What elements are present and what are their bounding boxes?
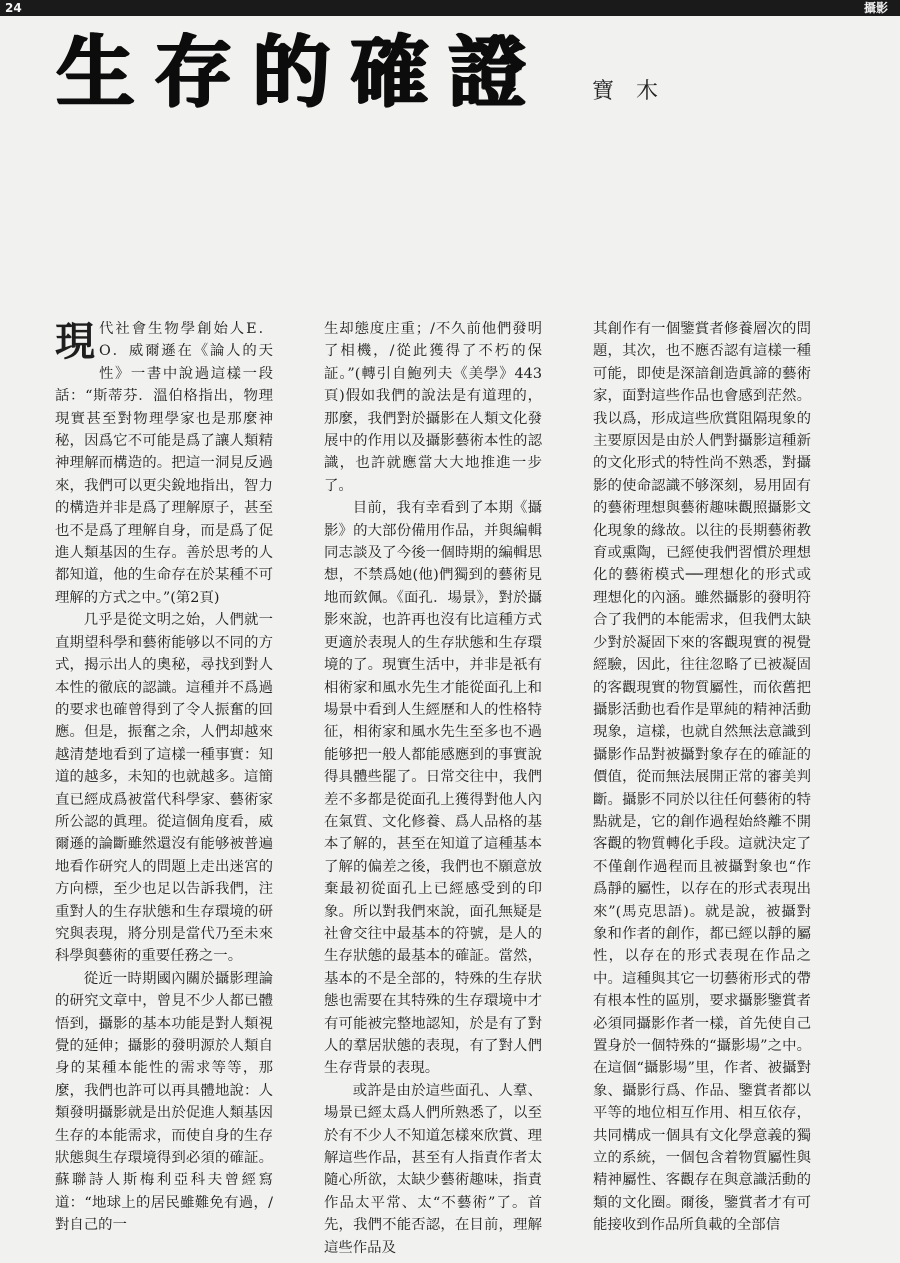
article-column-2 (324, 318, 542, 1256)
paragraph: 生却態度庄重；/不久前他們發明了相機，/從此獲得了不朽的保証。”(轉引自鮑列夫《美學》443頁)假如我們的說法是有道理的，那麼，我們對於攝影在人類文化發展中的作用以及攝影藝術本性的認識，也許就應當大大地推進一步了。 (324, 321, 542, 494)
page-number: 24 (5, 1, 22, 15)
paragraph: 几乎是從文明之始，人們就一直期望科學和藝術能够以不同的方式，揭示出人的奧秘，尋找到對人本性的徹底的認識。這種并不爲過的要求也確曾得到了令人振奮的回應。但是，振奮之余，人們却越來越清楚地看到了這樣一種事實：知道的越多，未知的也就越多。這簡直已經成爲被當代科學家、藝術家所公認的眞理。從這個角度看，威爾遜的論斷雖然還沒有能够被普遍地看作研究人的問題上走出迷宮的方向標，至少也足以告訴我們，注重對人的生存狀態和生存環境的研究與表現，將分別是當代乃至未來科學與藝術的重要任務之一。 (55, 612, 273, 965)
paragraph-text: 代社會生物學創始人E．O．威爾遜在《論人的天性》一書中說過這樣一段話：“斯蒂芬．溫伯格指出，物理現實甚至對物理學家也是那麼神秘，因爲它不可能是爲了讓人類精神理解而構造的。把這一洞見反過來，我們可以更尖銳地指出，智力的構造并非是爲了理解原子，甚至也不是爲了理解自身，而是爲了促進人類基因的生存。善於思考的人都知道，他的生命存在於某種不可理解的方式之中。”(第2頁) (55, 321, 273, 606)
article-column-1 (55, 318, 273, 1243)
paragraph: 其創作有一個鑒賞者修養層次的問題，其次，也不應否認有這樣一種可能，即使是深諳創造眞諦的藝術家，面對這些作品也會感到茫然。我以爲，形成這些欣賞阻隔現象的主要原因是由於人們對攝影這種新的文化形式的特性尚不熟悉，對攝影的使命認識不够深刻，易用固有的藝術理想與藝術趣味觀照攝影文化現象的緣故。以往的長期藝術教育或熏陶，已經使我們習慣於理想化的藝術模式──理想化的形式或理想化的內涵。雖然攝影的發明符合了我們的本能需求，但我們太缺少對於凝固下來的客觀現實的視覺經驗，因此，往往忽略了已被凝固的客觀現實的物質屬性，而依舊把攝影活動也看作是單純的精神活動現象，這樣，也就自然無法意識到攝影作品對被攝對象存在的確証的價值，從而無法展開正常的審美判斷。攝影不同於以往任何藝術的特點就是，它的創作過程始終離不開客觀的物質轉化手段。這就決定了不僅創作過程而且被攝對象也“作爲靜的屬性，以存在的形式表現出來”(馬克思語)。就是說，被攝對象和作者的創作，都已經以靜的屬性，以存在的形式表現在作品之中。這種與其它一切藝術形式的帶有根本性的區別，要求攝影鑒賞者必須同攝影作者一樣，首先使自己置身於一個特殊的“攝影場”之中。在這個“攝影場”里，作者、被攝對象、攝影行爲、作品、鑒賞者都以平等的地位相互作用、相互依存，共同構成一個具有文化學意義的獨立的系統，一個包含着物質屬性與精神屬性、客觀存在與意識活動的類的文化圈。爾後，鑒賞者才有可能接收到作品所負載的全部信 (593, 321, 811, 1234)
article-author: 寶木 (592, 79, 681, 104)
magazine-name: 攝影 (863, 1, 888, 15)
article-column-3 (593, 318, 811, 1243)
paragraph (55, 318, 273, 609)
paragraph: 從近一時期國內關於攝影理論的研究文章中，曾見不少人都已體悟到，攝影的基本功能是對人類視覺的延伸；攝影的發明源於人類自身的某種本能性的需求等等，那麼，我們也許可以再具體地說：人類發明攝影就是出於促進人類基因生存的本能需求，而使自身的生存狀態與生存環境得到必須的確証。蘇聯詩人斯梅利亞科夫曾經寫道：“地球上的居民雖難免有過，/對自己的一 (55, 970, 273, 1234)
drop-cap: 現 (55, 318, 95, 365)
paragraph: 目前，我有幸看到了本期《攝影》的大部份備用作品，并與編輯同志談及了今後一個時期的編輯思想，不禁爲她(他)們獨到的藝術見地而欽佩。《面孔．場景》，對於攝影來說，也許再也沒有比這種方式更適於表現人的生存狀態和生存環境的了。現實生活中，并非是祇有相術家和風水先生才能從面孔上和場景中看到人生經歷和人的性格特征，相術家和風水先生至多也不過能够把一般人都能感應到的事實說得具體些罷了。日常交往中，我們差不多都是從面孔上獲得對他人內在氣質、文化修養、爲人品格的基本了解的，甚至在知道了這種基本了解的偏差之後，我們也不願意放棄最初從面孔上已經感受到的印象。所以對我們來說，面孔無疑是社會交往中最基本的符號，是人的生存狀態的最基本的確証。當然，基本的不是全部的，特殊的生存狀態也需要在其特殊的生存環境中才有可能被完整地認知，於是有了對人的羣居狀態的表現，有了對人們生存背景的表現。 (324, 500, 542, 1077)
paragraph: 或許是由於這些面孔、人羣、場景已經太爲人們所熟悉了，以至於有不少人不知道怎樣來欣賞、理解這些作品，甚至有人指責作者太隨心所欲，太缺少藝術趣味，指責作品太平常、太“不藝術”了。首先，我們不能否認，在目前，理解這些作品及 (324, 1082, 542, 1256)
article-title: 生存的確證 (56, 28, 547, 118)
page-header-bar (0, 0, 900, 16)
